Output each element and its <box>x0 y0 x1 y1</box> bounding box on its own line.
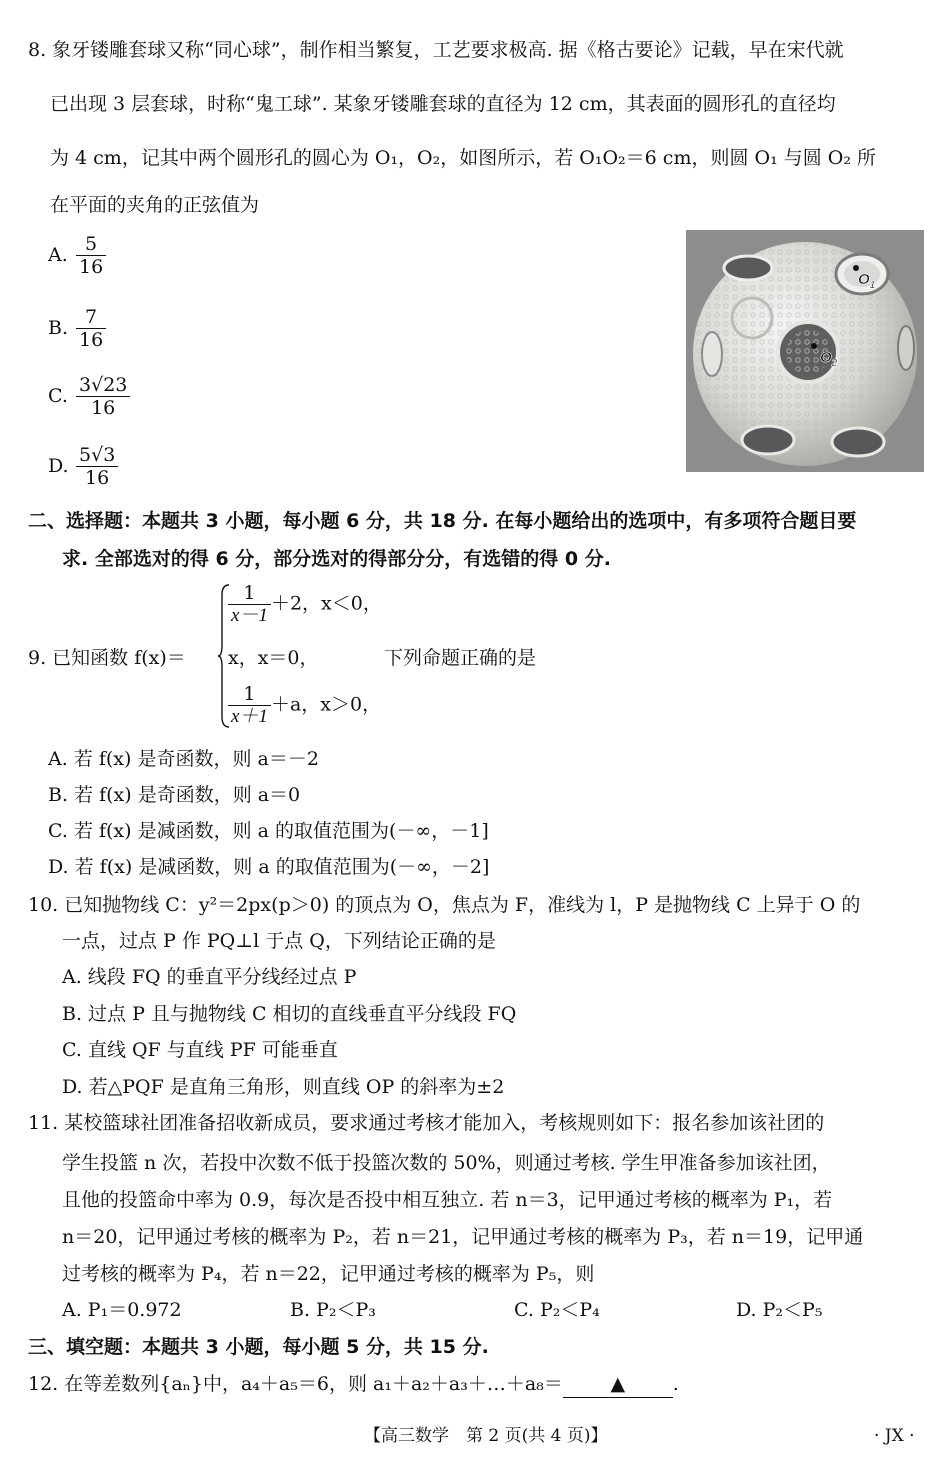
denominator: 16 <box>91 397 116 419</box>
q9-option-b: B. 若 f(x) 是奇函数，则 a＝0 <box>48 784 301 806</box>
option-label: D. <box>48 454 69 477</box>
hole-left <box>702 332 722 376</box>
q9-prefix: 9. 已知函数 f(x)＝ <box>28 647 186 669</box>
q12-text: 12. 在等差数列{aₙ}中，a₄＋a₅＝6，则 a₁＋a₂＋a₃＋…＋a₈＝ <box>28 1373 563 1395</box>
fraction <box>76 233 106 278</box>
footer-page-info: 【高三数学 第 2 页(共 4 页)】 <box>364 1426 608 1446</box>
q10-option-b: B. 过点 P 且与抛物线 C 相切的直线垂直平分线段 FQ <box>62 1003 517 1025</box>
q11-line-2: 学生投篮 n 次，若投中次数不低于投篮次数的 50%，则通过考核. 学生甲准备参加该社团， <box>62 1152 831 1174</box>
q8-line-1: 8. 象牙镂雕套球又称“同心球”，制作相当繁复，工艺要求极高. 据《格古要论》记载，早在宋代就 <box>28 39 844 61</box>
q8-line-2: 已出现 3 层套球，时称“鬼工球”. 某象牙镂雕套球的直径为 12 cm，其表面的圆形孔的直径均 <box>50 93 836 115</box>
hole-bottom-right <box>832 428 884 456</box>
q11-option-b: B. P₂＜P₃ <box>290 1299 376 1321</box>
q8-line-4: 在平面的夹角的正弦值为 <box>50 194 260 216</box>
q9-option-d: D. 若 f(x) 是减函数，则 a 的取值范围为(－∞，－2] <box>48 856 490 878</box>
numerator: 5√3 <box>76 444 118 467</box>
hole-top-left <box>724 256 772 280</box>
q9-option-a: A. 若 f(x) 是奇函数，则 a＝－2 <box>48 748 319 770</box>
numerator: 5 <box>76 233 106 256</box>
q12-line <box>28 1366 679 1402</box>
fraction <box>76 306 106 351</box>
q8-option-d <box>48 444 118 489</box>
hole-right <box>898 326 914 370</box>
q8-option-b <box>48 306 106 351</box>
label-o2: $O_2$ <box>820 349 838 369</box>
q10-option-a: A. 线段 FQ 的垂直平分线经过点 P <box>62 966 357 988</box>
denominator: x－1 <box>231 605 268 626</box>
answer-blank[interactable] <box>563 1371 673 1398</box>
option-label: C. <box>48 384 68 407</box>
q9-case-3 <box>228 683 381 728</box>
numerator: 7 <box>76 306 106 329</box>
denominator: x＋1 <box>231 706 268 727</box>
label-o1: $O_1$ <box>858 271 876 291</box>
q9-case-2: x，x＝0， <box>228 647 319 669</box>
case-1-condition: ＋2，x＜0， <box>270 592 382 615</box>
fraction <box>76 444 118 489</box>
q11-option-c: C. P₂＜P₄ <box>514 1299 600 1321</box>
ivory-ball-figure <box>686 230 924 472</box>
q9-suffix: 下列命题正确的是 <box>384 647 537 669</box>
q11-line-5: 过考核的概率为 P₄，若 n＝22，记甲通过考核的概率为 P₅，则 <box>62 1263 595 1285</box>
q9-option-c: C. 若 f(x) 是减函数，则 a 的取值范围为(－∞，－1] <box>48 820 489 842</box>
triangle-marker-icon: ▲ <box>610 1373 626 1395</box>
q11-option-d: D. P₂＜P₅ <box>736 1299 823 1321</box>
section-2-heading-line-2: 求. 全部选对的得 6 分，部分选对的得部分分，有选错的得 0 分. <box>62 548 611 570</box>
q8-option-c <box>48 374 130 419</box>
fraction <box>228 683 271 728</box>
fraction <box>228 582 271 627</box>
q11-line-3: 且他的投篮命中率为 0.9，每次是否投中相互独立. 若 n＝3，记甲通过考核的概率为 P₁，若 <box>62 1189 833 1211</box>
denominator: 16 <box>79 329 104 351</box>
numerator: 1 <box>228 582 271 605</box>
q12-period: . <box>672 1373 679 1395</box>
denominator: 16 <box>85 467 110 489</box>
hole-bottom-left <box>742 426 794 454</box>
footer-code: · JX · <box>874 1426 915 1446</box>
case-3-condition: ＋a，x＞0， <box>270 693 382 716</box>
q11-option-a: A. P₁＝0.972 <box>62 1299 182 1321</box>
q11-line-4: n＝20，记甲通过考核的概率为 P₂，若 n＝21，记甲通过考核的概率为 P₃，若 n＝19，记甲通 <box>62 1226 864 1248</box>
fraction <box>76 374 130 419</box>
numerator: 1 <box>228 683 271 706</box>
point-o2 <box>811 343 817 349</box>
denominator: 16 <box>79 256 104 278</box>
q10-line-1: 10. 已知抛物线 C：y²＝2px(p＞0) 的顶点为 O，焦点为 F，准线为 l，P 是抛物线 C 上异于 O 的 <box>28 894 861 916</box>
q8-option-a <box>48 233 106 278</box>
q10-option-c: C. 直线 QF 与直线 PF 可能垂直 <box>62 1039 338 1061</box>
option-label: B. <box>48 316 69 339</box>
q9-case-1 <box>228 582 382 627</box>
q11-line-1: 11. 某校篮球社团准备招收新成员，要求通过考核才能加入，考核规则如下：报名参加该社团的 <box>28 1112 825 1134</box>
section-3-heading: 三、填空题：本题共 3 小题，每小题 5 分，共 15 分. <box>28 1336 489 1358</box>
option-label: A. <box>48 243 68 266</box>
numerator: 3√23 <box>76 374 130 397</box>
section-2-heading-line-1: 二、选择题：本题共 3 小题，每小题 6 分，共 18 分. 在每小题给出的选项中，有多项符合题目要 <box>28 510 857 532</box>
q10-line-2: 一点，过点 P 作 PQ⊥l 于点 Q，下列结论正确的是 <box>62 930 496 952</box>
q8-line-3: 为 4 cm，记其中两个圆形孔的圆心为 O₁，O₂，如图所示，若 O₁O₂＝6 cm，则圆 O₁ 与圆 O₂ 所 <box>50 147 877 169</box>
ivory-ball-illustration <box>686 230 924 472</box>
q10-option-d: D. 若△PQF 是直角三角形，则直线 OP 的斜率为±2 <box>62 1076 505 1098</box>
